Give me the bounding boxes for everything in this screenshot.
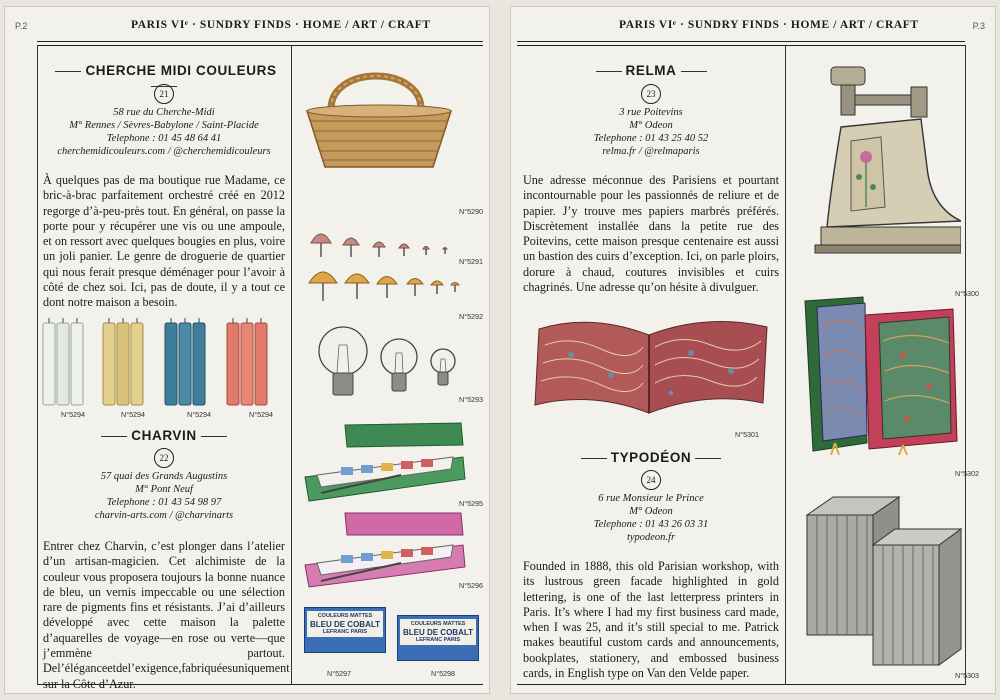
shop-address: 6 rue Monsieur le Prince M° Odeon Telephone : 01 43 26 03 31 typodeon.fr <box>593 493 709 543</box>
column-divider <box>785 45 786 685</box>
shop-title-typodeon: TYPODÉON <box>521 450 781 465</box>
shop-title-cherche-midi: CHERCHE MIDI COULEURS <box>41 63 287 93</box>
running-header: PARIS VIᵉ · SUNDRY FINDS · HOME / ART / CRAFT <box>619 19 919 31</box>
ref-pins-small: N°5291 <box>459 257 484 266</box>
wicker-basket-illustration <box>301 61 457 171</box>
candle-group-blue <box>165 323 205 405</box>
ref-letterpress: N°5300 <box>955 289 980 298</box>
cobalt-pigment-box-b <box>397 615 479 661</box>
title-ornament <box>581 458 607 459</box>
shop-number-badge: 23 <box>641 84 661 104</box>
shop-number-badge: 24 <box>641 470 661 490</box>
shop-description: À quelques pas de ma boutique rue Madame, ce bric-à-brac parfaitement orchestré créé en 2012 regorge d’à-peu-près tout. En général, on passe la porte pour y récupérer une vis ou une ampoule, et on ressort avec quelques bougies en plus, voire un joli panier. Le genre de droguerie de quartier qui nous ferait presque déménager pour l’avoir à côté de chez soi. Ici, pas de doute, il y a tout ce dont notre maison a besoin. <box>43 173 285 310</box>
shop-description: Entrer chez Charvin, c’est plonger dans l’atelier d’un artisan-magicien. Cet alchimiste de la couleur vous proposera toujours la bonne nuance de bleu, un vernis impeccable ou une sélection rare de pigments fins et résistants. J’ai d’ailleurs développé avec cette maison la palette d’aquarelles de voyage—en rose ou verte—que j’emmène partout. Del’éléganceetdel’exigence,fabriquéesuniquement sur la Côte d’Azur. <box>43 539 290 691</box>
header-rule-thin <box>37 45 483 46</box>
ref-cobalt-b: N°5298 <box>431 669 456 678</box>
candle-group-white <box>43 323 83 405</box>
title-ornament <box>101 436 127 437</box>
cobalt-pigment-box-a <box>304 607 386 653</box>
title-ornament <box>55 71 81 72</box>
header-rule <box>517 41 965 42</box>
letterpress-machine-illustration <box>811 57 961 265</box>
shop-description: Founded in 1888, this old Parisian workshop, with its lustrous green facade highlighted in gold lettering, is one of the last letterpress printers in Paris. It’s where I had my first business card made, when I was 25, and it’s still special to me. Patrick makes beautiful custom cards and announcements, bookplates, stationery, and embossed business cards, in English type on Van den Velde paper. <box>523 559 779 681</box>
ref-basket: N°5290 <box>459 207 484 216</box>
cobalt-label: COULEURS MATTES BLEU DE COBALT LEFRANC PARIS <box>400 619 476 645</box>
ref-candles-yellow: N°5294 <box>121 410 146 419</box>
shop-title-relma: RELMA <box>521 63 781 78</box>
shop-address: 3 rue Poitevins M° Odeon Telephone : 01 43 25 40 52 relma.fr / @relmaparis <box>593 107 709 157</box>
shop-address: 57 quai des Grands Augustins M° Pont Neuf Telephone : 01 43 54 98 97 charvin-arts.com / @charvinarts <box>94 471 234 521</box>
shop-description: Une adresse méconnue des Parisiens et pourtant incontournable pour les passionnés de reliure et de papier. J’y trouve mes papiers marbrés préférés. Discrètement installée dans la petite rue des Poitevins, cette maison presque centenaire est aussi un bastion des cuirs d’exception. Ici, on parle ploirs, dorure à chaud, coutures invisibles et cuirs chagrinés. Une adresse qu’on hésite à divulguer. <box>523 173 779 295</box>
page-number: P.2 <box>15 21 28 31</box>
metal-type-blocks-illustration <box>803 485 963 667</box>
left-page <box>4 6 490 694</box>
title-ornament <box>596 71 622 72</box>
title-ornament <box>681 71 707 72</box>
running-header: PARIS VIᵉ · SUNDRY FINDS · HOME / ART / CRAFT <box>131 19 431 31</box>
column-divider <box>291 45 292 685</box>
ref-pins-large: N°5292 <box>459 312 484 321</box>
right-page <box>510 6 996 694</box>
margin-rule <box>965 45 966 685</box>
marbled-paper-book-illustration <box>531 305 771 425</box>
ref-marbled-book: N°5301 <box>735 430 760 439</box>
light-bulbs-illustration <box>313 323 463 405</box>
ref-green-case: N°5295 <box>459 499 484 508</box>
header-rule <box>37 41 483 42</box>
ref-pink-case: N°5296 <box>459 581 484 590</box>
footer-rule <box>517 684 965 685</box>
candles-illustration <box>41 317 287 409</box>
ref-candles-white: N°5294 <box>61 410 86 419</box>
ref-cobalt-a: N°5297 <box>327 669 352 678</box>
header-rule-thin <box>517 45 965 46</box>
pink-watercolor-case-illustration <box>301 509 467 591</box>
cobalt-label: COULEURS MATTES BLEU DE COBALT LEFRANC PARIS <box>307 611 383 637</box>
shop-title-charvin: CHARVIN <box>41 428 287 443</box>
title-ornament <box>201 436 227 437</box>
shop-address: 58 rue du Cherche-Midi M° Rennes / Sèvres-Babylone / Saint-Placide Telephone : 01 45 48 64 41 cherchemidicouleurs.com / @cherchemidicouleurs <box>57 107 271 157</box>
page-number: P.3 <box>972 21 985 31</box>
ref-candles-blue: N°5294 <box>187 410 212 419</box>
ref-type-blocks: N°5303 <box>955 671 980 680</box>
green-watercolor-case-illustration <box>301 417 467 507</box>
shop-number-badge: 21 <box>154 84 174 104</box>
ref-candles-red: N°5294 <box>249 410 274 419</box>
push-pins-illustration <box>305 227 465 307</box>
candle-group-red <box>227 323 267 405</box>
margin-rule <box>37 45 38 685</box>
shop-number-badge: 22 <box>154 448 174 468</box>
title-ornament <box>695 458 721 459</box>
marbled-notebooks-illustration <box>803 295 963 455</box>
ref-bulbs: N°5293 <box>459 395 484 404</box>
candle-group-yellow <box>103 323 143 405</box>
ref-notebooks: N°5302 <box>955 469 980 478</box>
